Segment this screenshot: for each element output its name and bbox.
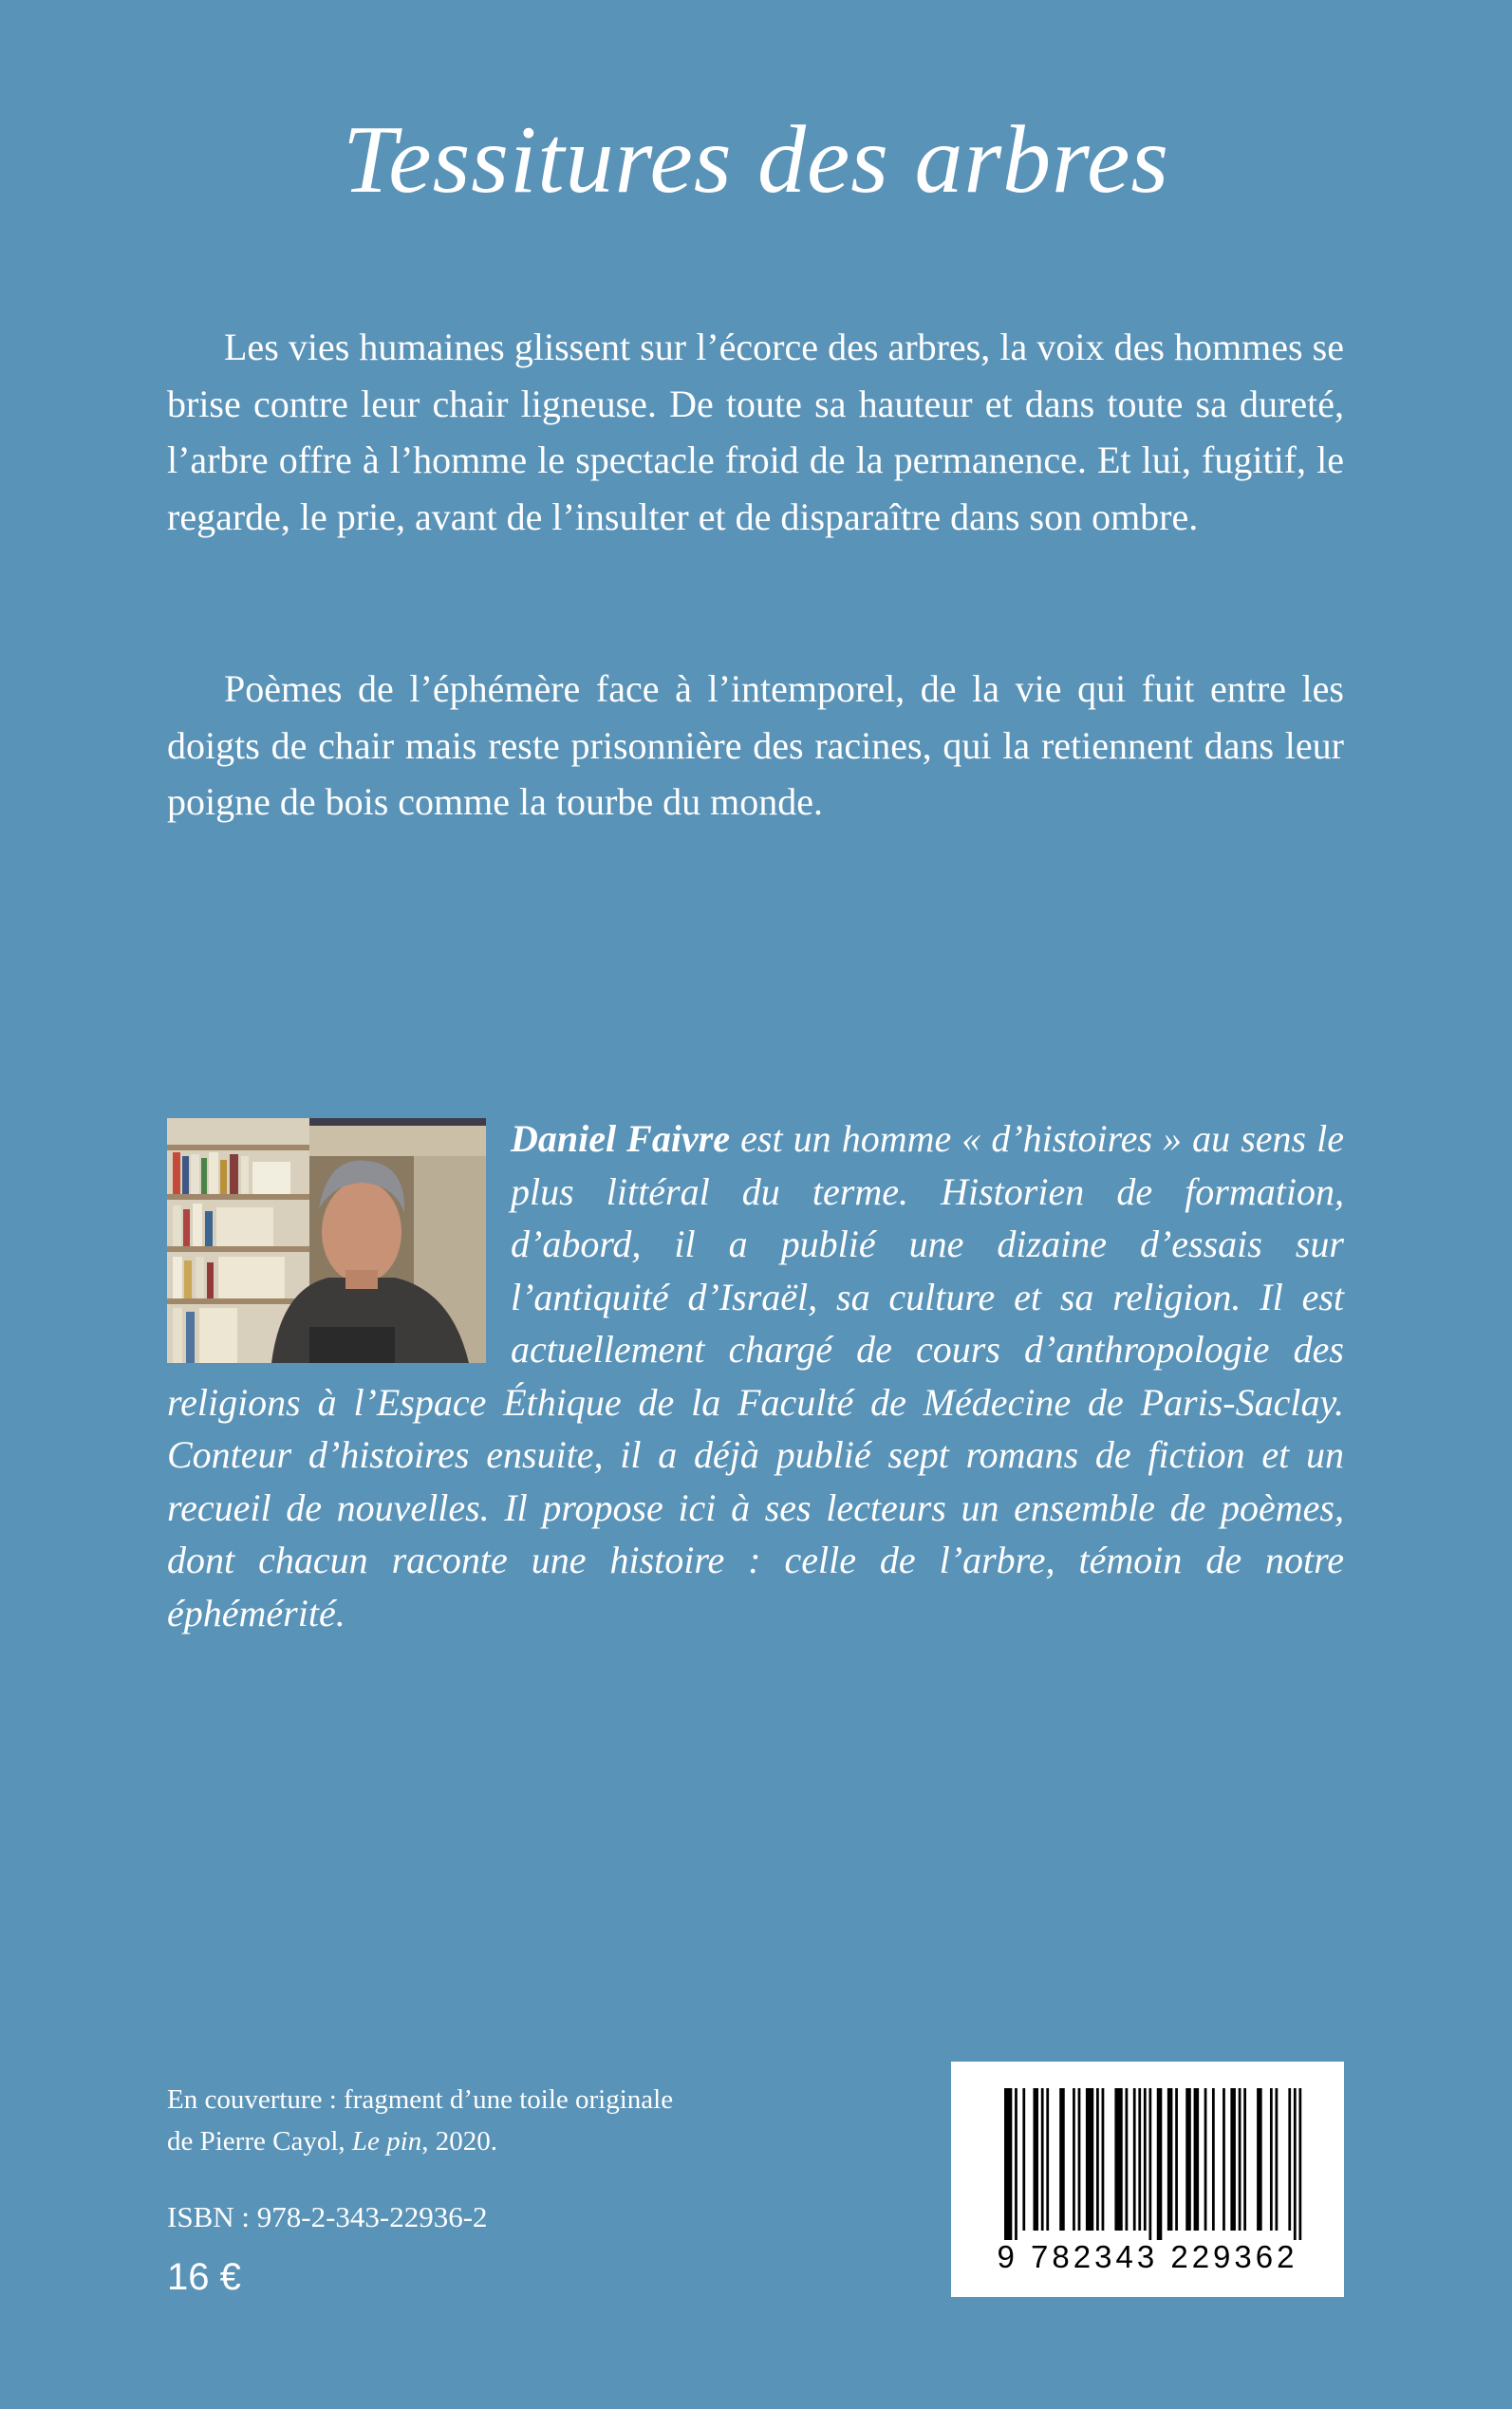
barcode-bar [1288, 2088, 1291, 2231]
barcode-bar [1078, 2088, 1081, 2231]
author-photo [167, 1118, 486, 1363]
cover-credit [167, 2079, 673, 2162]
barcode-bar [1243, 2088, 1246, 2231]
barcode-bar [1167, 2088, 1173, 2231]
barcode-bar [1138, 2088, 1141, 2231]
blurb-paragraph-2: Poèmes de l’éphémère face à l’intemporel, de la vie qui fuit entre les doigts de chair mais reste prisonnière des racines, qui la retiennent dans leur poigne de bois comme la tourbe du monde. [167, 667, 1344, 823]
barcode-bar [1033, 2088, 1038, 2231]
barcode-bar [1144, 2088, 1147, 2231]
barcode-bar [1102, 2088, 1105, 2231]
barcode-bar [1194, 2088, 1200, 2231]
book-title: Tessitures des arbres [342, 106, 1170, 214]
barcode-bar [1096, 2088, 1099, 2231]
barcode-bar [1175, 2088, 1178, 2231]
barcode-bar [1041, 2088, 1044, 2231]
author-photo-image [167, 1118, 486, 1363]
barcode-bars [951, 2062, 1344, 2242]
barcode-bar [1270, 2088, 1273, 2231]
barcode-bar [1223, 2088, 1225, 2231]
barcode-bar [1276, 2088, 1279, 2231]
barcode-bar [1230, 2088, 1236, 2231]
barcode-bar [1046, 2088, 1049, 2231]
barcode-bar [1022, 2088, 1025, 2231]
barcode-bar [1212, 2088, 1215, 2231]
barcode-bar [1257, 2088, 1262, 2231]
barcode-bar [1294, 2088, 1297, 2240]
author-bio [167, 1112, 1344, 1639]
cover-credit-artist: de Pierre Cayol, [167, 2126, 352, 2157]
barcode-bar [1086, 2088, 1093, 2231]
cover-credit-year: , 2020. [421, 2126, 497, 2157]
author-bio-text: est un homme « d’histoires » au sens le plus littéral du terme. Historien de formation, d’abord, il a publié une dizaine d’essais sur l’antiquité d’Israël, sa culture et sa religion. Il est actuellement chargé de cours d’anthropologie des religions à l’Espace Éthique de la Faculté de Médecine de Paris-Saclay. Conteur d’histoires ensuite, il a déjà publié sept romans de fiction et un recueil de nouvelles. Il propose ici à ses lecteurs un ensemble de poèmes, dont chacun raconte une histoire : celle de l’arbre, témoin de notre éphémérité. [167, 1117, 1345, 1634]
author-name: Daniel Faivre [511, 1117, 731, 1160]
barcode-bar [1015, 2088, 1017, 2240]
cover-credit-line-2 [167, 2120, 673, 2162]
barcode-bar [1114, 2088, 1122, 2231]
barcode-bar [1059, 2088, 1065, 2231]
barcode-bar [1204, 2088, 1207, 2231]
price: 16 € [167, 2256, 241, 2298]
isbn: ISBN : 978-2-343-22936-2 [167, 2200, 488, 2233]
barcode-bar [1004, 2088, 1012, 2240]
barcode-bar [1073, 2088, 1075, 2231]
barcode-bar [1157, 2088, 1163, 2240]
barcode-bar [1239, 2088, 1241, 2231]
barcode-bar [1133, 2088, 1136, 2231]
barcode-bar [1126, 2088, 1129, 2231]
cover-credit-work: Le pin [351, 2126, 422, 2157]
barcode-bar [1148, 2088, 1151, 2240]
barcode-bar [1298, 2088, 1301, 2240]
blurb-paragraph-1: Les vies humaines glissent sur l’écorce des arbres, la voix des hommes se brise contre leur chair ligneuse. De toute sa hauteur et dans toute sa dureté, l’arbre offre à l’homme le spectacle froid de la permanence. Et lui, fugitif, le regarde, le prie, avant de l’insulter et de disparaître dans son ombre. [167, 326, 1344, 538]
barcode-bar [1185, 2088, 1191, 2231]
barcode-digits: 9 782343 229362 [997, 2239, 1298, 2274]
barcode [951, 2062, 1344, 2297]
cover-credit-line-1: En couverture : fragment d’une toile originale [167, 2084, 674, 2115]
